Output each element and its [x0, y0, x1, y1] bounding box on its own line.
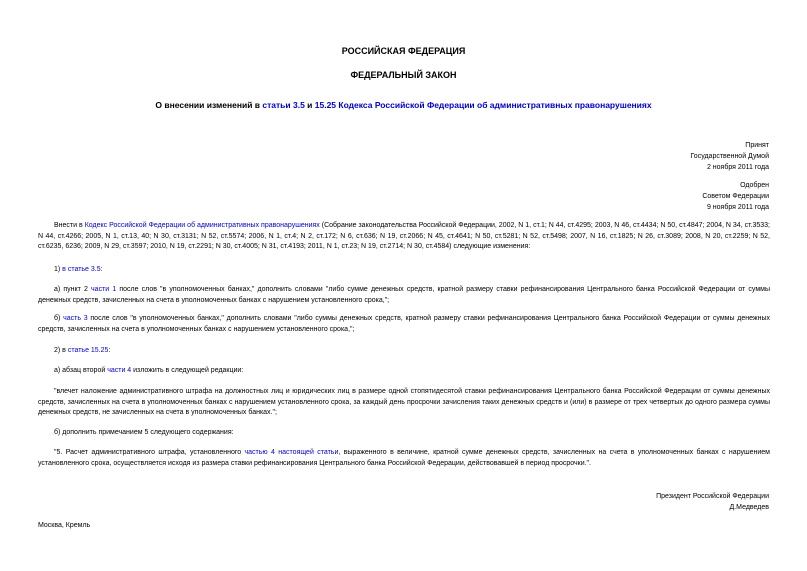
part-4-this-article-link[interactable]: частью 4 настоящей статьи: [244, 449, 339, 456]
adopted-by: Государственной Думой: [690, 153, 769, 160]
item-1b-text: после слов "в уполномоченных банках," дополнить словами "либо суммы денежных средств, кратной размеру ставки рефинансирования Центрального банка Российской Федерации от суммы денежных средств, зачисленных на счета в уполномоченных банках с нарушением установленного срока,";: [38, 315, 770, 333]
item-1a: [38, 285, 770, 306]
intro-text: (Собрание законодательства Российской Федерации, 2002, N 1, ст.1; N 44, ст.4295; 2003, N 46, ст.4434; N 50, ст.4847; 2004, N 34, ст.3533; N 44, ст.4266; 2005, N 1, ст.13, 40; N 30, ст.3131; N 52, ст.5574; 2006, N 1, ст.4; N 2, ст.172; N 6, ст.636; N 19, ст.2066; N 45, ст.4641; N 50, ст.5281; N 52, ст.5498; 2007, N 16, ст.1825; N 26, ст.3089; 2008, N 20, ст.2259; N 52, ст.6235, 6236; 2009, N 29, ст.3597; 2010, N 19, ст.2291; N 30, ст.4005; N 31, ст.4193; 2011, N 1, ст.23; N 19, ст.2714; N 30, ст.4584) следующие изменения:: [38, 222, 770, 250]
approved-date: 9 ноября 2011 года: [706, 204, 769, 211]
adopted-label: Принят: [745, 142, 769, 149]
approved-label: Одобрен: [740, 182, 769, 189]
item-2a-quote: "влечет наложение административного штрафа на должностных лиц и юридических лиц в размере одной стопятидесятой ставки рефинансирования Центрального банка Российской Федерации от суммы денежных средств, зачисленных на счета в уполномоченных банках с нарушением установленного срока, за каждый день просрочки зачисления таких денежных средств и (или) в размере от трех четвертых до одного размера суммы денежных средств, не зачисленных на счета в уполномоченных банках.";: [38, 388, 770, 416]
signing-place: Москва, Кремль: [38, 522, 91, 529]
koap-link[interactable]: Кодекс Российской Федерации об административных правонарушениях: [84, 222, 320, 229]
item-2a: [38, 366, 770, 377]
item-1b-prefix: б): [54, 315, 64, 322]
approved-block: [702, 180, 769, 213]
note-5-text: , выраженного в величине, кратной сумме денежных средств, зачисленных на счета в уполномоченных банках с нарушением установленного срока, осуществляется исходя из размера ставки рефинансирования Центрального банка Российской Федерации, действовавшей в период просрочки.".: [38, 449, 770, 467]
item-2: [38, 346, 770, 357]
article-15-25-link[interactable]: 15.25 Кодекса Российской Федерации об административных правонарушениях: [314, 100, 652, 110]
intro-prefix: Внести в: [54, 222, 85, 229]
item-1-suffix: :: [100, 266, 103, 273]
law-title: [0, 100, 807, 110]
intro-paragraph: [38, 221, 770, 253]
item-2a-prefix: а) абзац второй: [54, 367, 108, 374]
signature-title: Президент Российской Федерации: [656, 493, 769, 500]
item-1a-text: после слов "в уполномоченных банках," дополнить словами "либо сумме денежных средств, кратной размеру ставки рефинансирования Центрального банка Российской Федерации от суммы денежных средств, зачисленных на счета в уполномоченных банках с нарушением установленного срока,";: [38, 286, 770, 304]
item-2a-text: изложить в следующей редакции:: [131, 367, 244, 374]
adopted-block: [690, 140, 769, 173]
part-1-link[interactable]: части 1: [91, 286, 117, 293]
item-1b: [38, 314, 770, 335]
law-type-heading: ФЕДЕРАЛЬНЫЙ ЗАКОН: [350, 70, 457, 80]
signature-name: Д.Медведев: [729, 504, 769, 511]
law-title-prefix: О внесении изменений в: [155, 100, 263, 110]
note-5: [38, 448, 770, 469]
adopted-date: 2 ноября 2011 года: [706, 164, 769, 171]
law-title-and: и: [304, 100, 315, 110]
item-2-prefix: 2) в: [54, 347, 68, 354]
article-3-5-link[interactable]: статьи 3.5: [262, 100, 305, 110]
article-15-25-ref-link[interactable]: статье 15.25: [67, 347, 109, 354]
item-2b: б) дополнить примечанием 5 следующего содержания:: [54, 429, 234, 436]
approved-by: Советом Федерации: [702, 193, 769, 200]
part-4-link[interactable]: части 4: [107, 367, 132, 374]
item-1a-prefix: а) пункт 2: [54, 286, 92, 293]
item-1: [38, 265, 770, 276]
item-1-prefix: 1): [54, 266, 63, 273]
part-3-link[interactable]: часть 3: [63, 315, 88, 322]
country-heading: РОССИЙСКАЯ ФЕДЕРАЦИЯ: [341, 46, 466, 56]
note-5-prefix: "5. Расчет административного штрафа, установленного: [54, 449, 245, 456]
item-2-suffix: :: [108, 347, 111, 354]
signature-block: [656, 491, 769, 513]
article-3-5-ref-link[interactable]: в статье 3.5: [62, 266, 101, 273]
